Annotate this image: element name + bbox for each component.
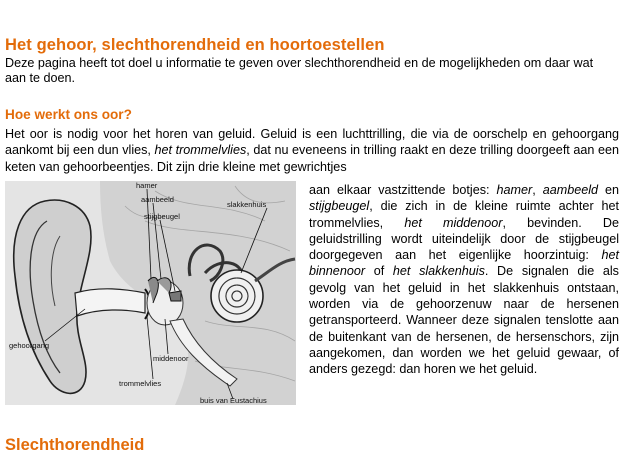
label-trommelvlies: trommelvlies	[119, 379, 162, 388]
intro-paragraph: Deze pagina heeft tot doel u informatie te geven over slechthorendheid en de mogelijkheden om daar wat aan te doen.	[5, 56, 594, 85]
section-heading-ear: Hoe werkt ons oor?	[5, 107, 132, 122]
label-slakkenhuis: slakkenhuis	[227, 200, 267, 209]
label-aambeeld: aambeeld	[141, 195, 174, 204]
label-gehoorgang: gehoorgang	[9, 341, 50, 350]
ear-anatomy-illustration	[5, 181, 296, 405]
label-hamer: hamer	[136, 181, 158, 190]
label-buis-van-eustachius: buis van Eustachius	[200, 396, 267, 405]
label-stijgbeugel: stijgbeugel	[144, 212, 180, 221]
ear-paragraph-right: aan elkaar vastzittende botjes: hamer, aambeeld en stijgbeugel, die zich in de kleine ruimte achter het trommelvlies, het middenoor, bevinden. De geluidstrilling wordt uiteindelijk door de stijgbeugel doorgegeven aan het eigenlijke hoorzintuig: het binnenoor of het slakkenhuis. De signalen die als gevolg van het geluid in het slakkenhuis ontstaan, worden via de gehoorzenuw naar de hersenen getransporteerd. Wanneer deze signalen tenslotte aan de buitenkant van de hersenen, de hersenschors, zijn aangekomen, dan worden we het geluid gewaar, of anders gezegd: dan horen we het geluid.	[309, 183, 620, 377]
term-trommelvlies: het trommelvlies	[154, 143, 247, 158]
label-middenoor: middenoor	[153, 354, 189, 363]
ear-paragraph-top: Het oor is nodig voor het horen van geluid. Geluid is een luchttrilling, die via de oorschelp en gehoorgang aankomt bij een dun vlies, het trommelvlies, dat nu eveneens in trilling raakt en deze trilling doorgeeft aan een keten van gehoorbeentjes. Dit zijn drie kleine met gewrichtjes	[5, 127, 619, 174]
page-title: Het gehoor, slechthorendheid en hoortoestellen	[5, 36, 385, 54]
ear-anatomy-figure	[5, 181, 296, 405]
section-heading-slechthorendheid: Slechthorendheid	[5, 436, 145, 454]
